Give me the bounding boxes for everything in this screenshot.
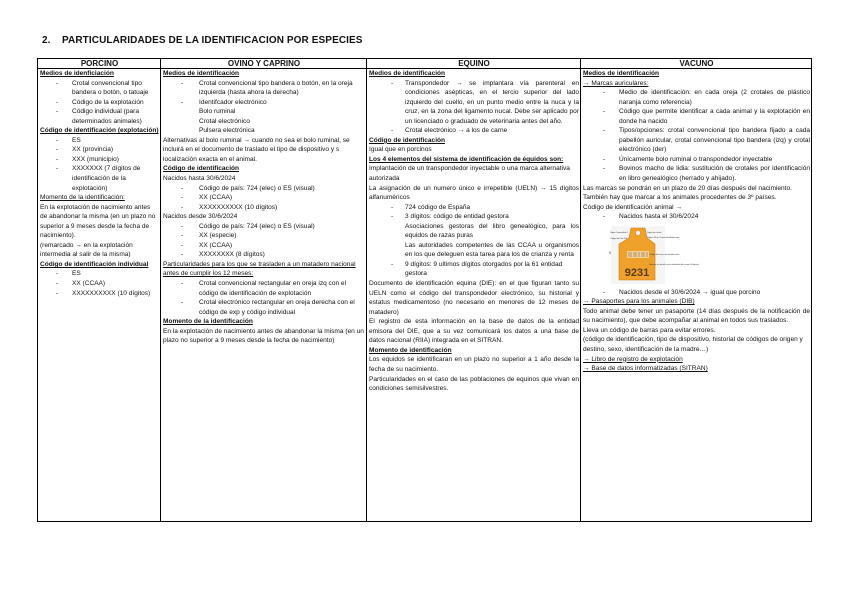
list-item: - 724 código de España xyxy=(369,203,579,213)
vacuno-codigo-animal: Código de identificación animal → xyxy=(583,203,682,211)
tag-hole xyxy=(636,230,641,235)
porcino-codigo-ind-list xyxy=(40,269,159,298)
list-item: - XX (CCAA) xyxy=(40,279,159,289)
list-item: - Tipos/opciones: crotal convencional tipo bandera fijado a cada pabellón auricular, crotal convencional tipo bandera (izq) y crotal electrónico (der) xyxy=(583,126,810,155)
list-item: - Código que permite identificar a cada animal y la explotación en donde ha nacido xyxy=(583,107,810,126)
list-item: - Bovinos macho de lidia: sustitución de crotales por identificación en libro genealógico (herrado y ahijado). xyxy=(583,164,810,183)
equino-registro: El registro de esta información en la base de datos de la entidad emisora del DIE, que a su vez comunicará los datos a una base de datos nacional (RIIA) integrada en el SITRAN. xyxy=(369,318,579,345)
porcino-codigo-ind-title: Código de identificación individual xyxy=(40,260,149,268)
list-item: - Crotal convencional rectangular en oreja izq con el código de identificación de explotación xyxy=(163,279,365,298)
list-item: - Crotal convencional tipo bandera o botón, o tatuaje xyxy=(40,79,159,98)
tag-label-1: Dígito de control xyxy=(647,231,662,234)
list-item: - Únicamente bolo ruminal o transpondedor inyectable xyxy=(583,155,810,165)
col-header-ovino: OVINO Y CAPRINO xyxy=(161,59,367,69)
list-item: - ES xyxy=(40,136,159,146)
ear-tag-graphic xyxy=(609,224,700,286)
porcino-momento-text: En la explotación de nacimiento antes de abandonar la misma (en un plazo no superior a 9 meses desde la fecha de nacimiento). xyxy=(40,203,156,240)
equino-implantacion: Implantación de un transpondedor inyectable o una marca alternativa autorizada xyxy=(369,165,570,183)
list-item: - Crotal electrónico → a los de carne xyxy=(369,126,579,136)
vacuno-hasta-list xyxy=(583,212,810,222)
col-header-equino: EQUINO xyxy=(367,59,581,69)
porcino-codigo-expl-list xyxy=(40,136,159,193)
tag-label-2: Dígitos 10 de Comunidad Autónoma xyxy=(647,236,680,239)
equino-ueln-sublist xyxy=(369,222,579,260)
equino-ueln-list-2 xyxy=(369,260,579,279)
ovino-medios-sublist xyxy=(163,107,365,136)
porcino-remarcado: (remarcado → en la explotación intermedia al salir de la misma) xyxy=(40,241,133,259)
ovino-desde: Nacidos desde 30/6/2024 xyxy=(163,213,238,221)
list-item: - Nacidos desde el 30/6/2024 → igual que porcino xyxy=(583,288,810,298)
vacuno-marcas-plazo: Las marcas se pondrán en un plazo de 20 días después del nacimiento. xyxy=(583,184,792,192)
list-item: - Código de la explotación xyxy=(40,98,159,108)
list-item: Asociaciones gestoras del libro genealógico, para los equidos de razas puras xyxy=(405,222,579,240)
tag-label-4: Código de barras de identificación xyxy=(649,253,680,256)
ear-tag-image xyxy=(609,224,700,286)
ovino-hasta-list xyxy=(163,184,365,213)
equino-medios-list xyxy=(369,79,579,136)
list-item: - Transpondedor → se implantara vía parenteral en condiciones asépticas, en el tercio superior del lado izquierdo del cuello, en un punto medio entre la nuca y la cruz, en la zona del ligamento nucal. Debe ser aplicado por un licenciado o graduado de veterinaria antes del año. xyxy=(369,79,579,127)
vacuno-lleva: Lleva un código de barras para evitar errores. xyxy=(583,326,716,334)
tag-label-3: Código de País ES xyxy=(610,237,627,240)
equino-codigo-text: Igual que en porcinos xyxy=(369,146,432,154)
list-item: - Crotal electrónico rectangular en oreja derecha con el código de exp y código individual xyxy=(163,298,365,317)
section-number: 2. xyxy=(42,35,51,46)
equino-die: Documento de identificación equina (DIE): en el que figuran tanto su UELN como el código del transpondedor electrónico, su historial y estatus medicamentoso (no necesario en menores de 12 meses de matadero) xyxy=(369,280,579,316)
porcino-medios-title: Medios de idenficiación xyxy=(40,70,114,77)
list-item: - XXX (municipio) xyxy=(40,155,159,165)
tag-barcode xyxy=(627,251,649,258)
ovino-hasta: Nacidos hasta 30/6/2024 xyxy=(163,175,236,183)
list-item: - XXXXXXX (7 dígitos de identificación de la explotación) xyxy=(40,164,159,193)
list-item: - XX (CCAA) xyxy=(163,241,365,251)
vacuno-marcas-list xyxy=(583,88,810,183)
list-item: - XX (especie) xyxy=(163,231,365,241)
col-header-vacuno: VACUNO xyxy=(581,59,812,69)
equino-momento-title: Momento de identificación xyxy=(369,346,452,354)
vacuno-desde-list xyxy=(583,288,810,298)
list-item: Crotal electrónico xyxy=(199,117,250,125)
list-item: - Código de país: 724 (elec) o ES (visual) xyxy=(163,184,365,194)
porcino-cell xyxy=(38,69,161,522)
equino-medios-title: Medios de identificación xyxy=(369,70,446,77)
vacuno-base: → Base de datos informatizadas (SITRAN) xyxy=(583,365,708,373)
vacuno-pasaportes-title: → Pasaportes para los animales (DIB) xyxy=(583,298,695,306)
section-heading xyxy=(42,35,363,46)
ovino-medios-list xyxy=(163,79,365,108)
section-title: PARTICULARIDADES DE LA IDENTIFICACION POR ESPECIES xyxy=(62,35,363,46)
vacuno-codigo-detalle: (código de identificación, tipo de dispositivo, historial de códigos de origen y destino, sexo, identificación de la madre…) xyxy=(583,336,803,354)
tag-label-5: Número de identificación individual del animal (4 dígitos) xyxy=(649,263,700,266)
vacuno-pasaportes-text: Todo animal debe tener un pasaporte (14 días después de la notificación de su nacimiento), que debe acompañar al animal en todos sus traslados. xyxy=(583,307,810,325)
ovino-codigo-title: Código de identificación xyxy=(163,165,240,173)
ovino-particularidades: Particularidades para los que se trasladen a un matadero nacional antes de cumplir los 12 meses: xyxy=(163,260,356,278)
equino-particularidades: Particularidades en el caso de las poblaciones de equinos que vivan en condiciones semisilvestres. xyxy=(369,375,579,393)
tag-number: 9231 xyxy=(624,266,650,279)
equino-cuatro-title: Los 4 elementos del sistema de identificación de équidos son: xyxy=(369,155,564,163)
equino-ueln-list xyxy=(369,203,579,222)
ovino-momento-title: Momento de la identificación xyxy=(163,318,253,326)
ovino-desde-list xyxy=(163,222,365,260)
equino-asignacion: La asignación de un numero único e irrepetible (UELN) → 15 dígitos alfanuméricos xyxy=(369,184,579,202)
ovino-medios-title: Medios de identificación xyxy=(163,70,240,77)
porcino-medios-list xyxy=(40,79,159,127)
list-item: - Nacidos hasta el 30/6/2024 xyxy=(583,212,810,222)
equino-momento-text: Los equidos se identificaran en un plazo no superior a 1 año desde la fecha de su nacimiento. xyxy=(369,356,579,373)
equino-codigo-title: Código de identificación xyxy=(369,136,446,144)
ovino-part-list xyxy=(163,279,365,317)
list-item: - XX (CCAA) xyxy=(163,193,365,203)
col-header-porcino: PORCINO xyxy=(38,59,161,69)
list-item: - Identifcador electrónico xyxy=(163,98,365,108)
porcino-codigo-expl-title: Código de identificación (explotación) xyxy=(40,127,159,135)
list-item: Pulsera electrónica xyxy=(199,127,255,135)
species-table xyxy=(37,58,812,522)
vacuno-libro: → Libro de registro de explotación xyxy=(583,355,683,363)
header-row xyxy=(38,59,812,69)
content-row xyxy=(38,69,812,522)
porcino-momento-title: Momento de la identificación: xyxy=(40,194,125,202)
tag-label-0: Dígito Comunidad 4 xyxy=(610,231,628,234)
list-item: Bolo ruminal xyxy=(199,108,236,116)
list-item: - ES xyxy=(40,269,159,279)
list-item: - Crotal convencional tipo bandera o botón, en la oreja izquierda (hasta ahora la derecha) xyxy=(163,79,365,98)
tag-side-mark: II xyxy=(609,249,612,255)
ovino-alternativas: Alternativas al bolo ruminal → cuando no sea el bolo ruminal, se incluirá en el documento de traslado el tipo de dispositivo y s localización exacta en el animal. xyxy=(163,136,350,163)
list-item: - XX (provincia) xyxy=(40,145,159,155)
equino-cell xyxy=(367,69,581,522)
list-item: - Medio de identificación: en cada oreja (2 crotales de plástico naranja como referencia) xyxy=(583,88,810,107)
vacuno-cell xyxy=(581,69,812,522)
vacuno-medios-title: Medios de identificación xyxy=(583,70,660,77)
list-item: Las autoridades competentes de las CCAA u organismos en los que deleguen esta tarea para los de crianza y renta xyxy=(405,241,579,259)
list-item: - XXXXXXXX (8 dígitos) xyxy=(163,250,365,260)
list-item: - Código de país: 724 (elec) o ES (visual) xyxy=(163,222,365,232)
list-item: - 3 dígitos: código de entidad gestora xyxy=(369,212,579,222)
vacuno-tambien: También hay que marcar a los animales procedentes de 3º países. xyxy=(583,194,777,202)
vacuno-marcas-title: → Marcas auriculares: xyxy=(583,79,649,87)
ovino-momento-text: En la explotación de nacimiento antes de abandonar la misma (en un plazo no superior a 9 meses desde la fecha de nacimiento) xyxy=(163,327,364,345)
list-item: - Código individual (para determinados animales) xyxy=(40,107,159,126)
ovino-cell xyxy=(161,69,367,522)
list-item: - XXXXXXXXXX (10 dígitos) xyxy=(40,289,159,299)
list-item: - XXXXXXXXXX (10 dígitos) xyxy=(163,203,365,213)
list-item: - 9 dígitos: 9 ultimos dígitos otorgados por la 61 entidad gestora xyxy=(369,260,579,279)
